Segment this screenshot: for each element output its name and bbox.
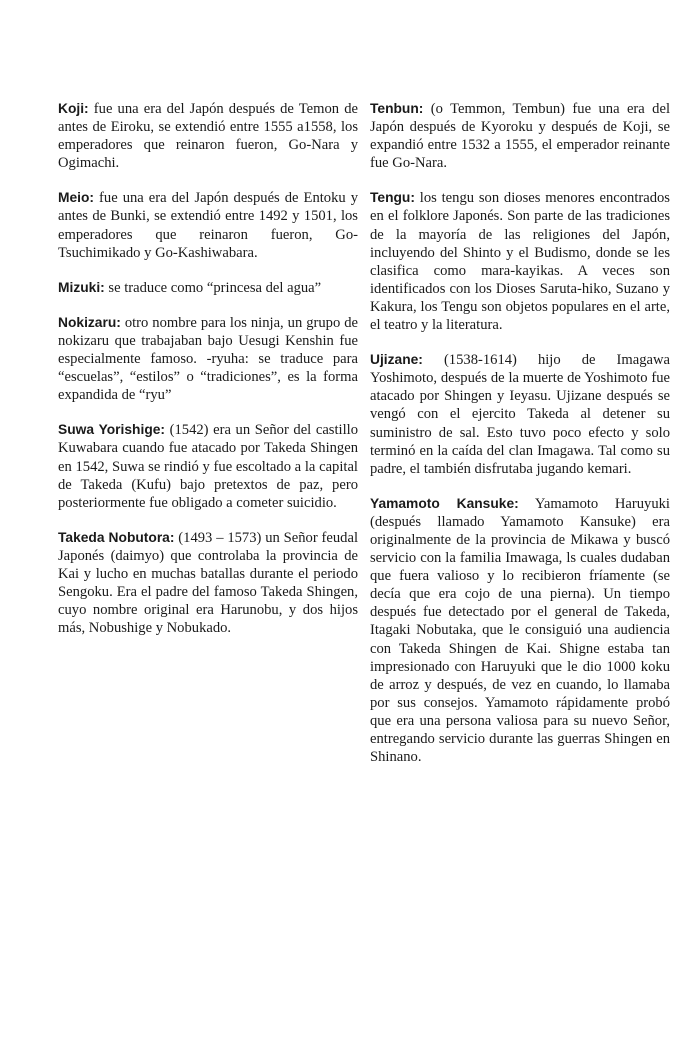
left-column — [58, 100, 358, 654]
entry-text: fue una era del Japón después de Entoku y antes de Bunki, se extendió entre 1492 y 1501, los emperadores que reinaron fueron, Go-Tsuchimikado y Go-Kashiwabara. — [58, 190, 358, 261]
entry-text: fue una era del Japón después de Temon de antes de Eiroku, se extendió entre 1555 a1558, los emperadores que reinaron fueron, Go-Nara y Ogimachi. — [58, 101, 358, 172]
entry-term: Tengu: — [370, 190, 415, 206]
glossary-entry-yamamoto-kansuke — [370, 495, 670, 766]
glossary-entry-nokizaru — [58, 314, 358, 404]
glossary-entry-tenbun — [370, 100, 670, 172]
entry-text: (1542) era un Señor del castillo Kuwabara cuando fue atacado por Takeda Shingen en 1542, Suwa se rindió y fue escoltado a la capital de Takeda (Kufu) bajo pretextos de paz, pero posteriormente fue obligado a cometer suicidio. — [58, 422, 358, 511]
entry-text: se traduce como “princesa del agua” — [104, 279, 322, 296]
glossary-entry-koji — [58, 100, 358, 172]
entry-term: Ujizane: — [370, 352, 423, 368]
entry-text: otro nombre para los ninja, un grupo de nokizaru que trabajaban bajo Uesugi Kenshin fue especialmente famoso. -ryuha: se traduce para “escuelas”, “estilos” o “tradiciones”, es la forma expandida de “ryu” — [58, 314, 358, 404]
entry-term: Takeda Nobutora: — [58, 529, 175, 545]
entry-term: Yamamoto Kansuke: — [370, 495, 519, 511]
entry-text: (1493 – 1573) un Señor feudal Japonés (daimyo) que controlaba la provincia de Kai y lucho en muchas batallas durante el periodo Sengoku. Era el padre del famoso Takeda Shingen, cuyo nombre original era Harunobu, y dos hijos más, Nobushige y Nobukado. — [58, 529, 359, 637]
glossary-entry-takeda-nobutora — [58, 529, 358, 638]
glossary-entry-meio — [58, 189, 358, 261]
entry-text: Yamamoto Haruyuki (después llamado Yamamoto Kansuke) era originalmente de la provincia de Mikawa y buscó servicio con la familia Imawaga, ls cuales dudaban que fuera valioso y lo recibieron fríamente (se decía que era cojo de una pierna). Un tiempo después fue detectado por el general de Takeda, Itagaki Nobutaka, que le consiguió una audiencia con Takeda Shingen de Kai. Shigne estaba tan impresionado con Haruyuki que le dio 1000 koku de arroz y después, de vez en cuando, lo llamaba por sus consejos. Yamamoto rápidamente probó que era una persona valiosa para su nuevo Señor, entregando servicio durante las guerras Shingen en Shinano. — [370, 495, 670, 766]
entry-text: los tengu son dioses menores encontrados en el folklore Japonés. Son parte de las tradiciones de la mayoría de las religiones del Japón, incluyendo del Shinto y el Budismo, donde se les clasifica como mara-kayikas. A veces son identificados con los Dioses Saruta-hiko, Suzano y Kakura, los Tengu son objetos populares en el arte, el teatro y la literatura. — [370, 190, 670, 334]
entry-term: Nokizaru: — [58, 314, 121, 330]
entry-text: (o Temmon, Tembun) fue una era del Japón después de Kyoroku y después de Koji, se expandió entre 1532 a 1555, el emperador reinante fue Go-Nara. — [370, 101, 670, 172]
glossary-entry-tengu — [370, 189, 670, 334]
right-column — [370, 100, 670, 783]
entry-text: (1538-1614) hijo de Imagawa Yoshimoto, después de la muerte de Yoshimoto fue atacado por Shingen y Ieyasu. Ujizane después se vengó con el ejercito Takeda al detener su suministro de sal. Esto tuvo poco efecto y solo terminó en la caída del clan Imagawa. Tal como su padre, el también disfrutaba jugando kemari. — [370, 352, 670, 477]
glossary-entry-suwa-yorishige — [58, 421, 358, 511]
glossary-entry-mizuki — [58, 279, 358, 297]
entry-term: Meio: — [58, 190, 95, 206]
entry-term: Mizuki: — [58, 279, 105, 295]
entry-term: Koji: — [58, 101, 89, 116]
glossary-entry-ujizane — [370, 351, 670, 478]
entry-term: Tenbun: — [370, 101, 424, 116]
entry-term: Suwa Yorishige: — [58, 422, 166, 438]
